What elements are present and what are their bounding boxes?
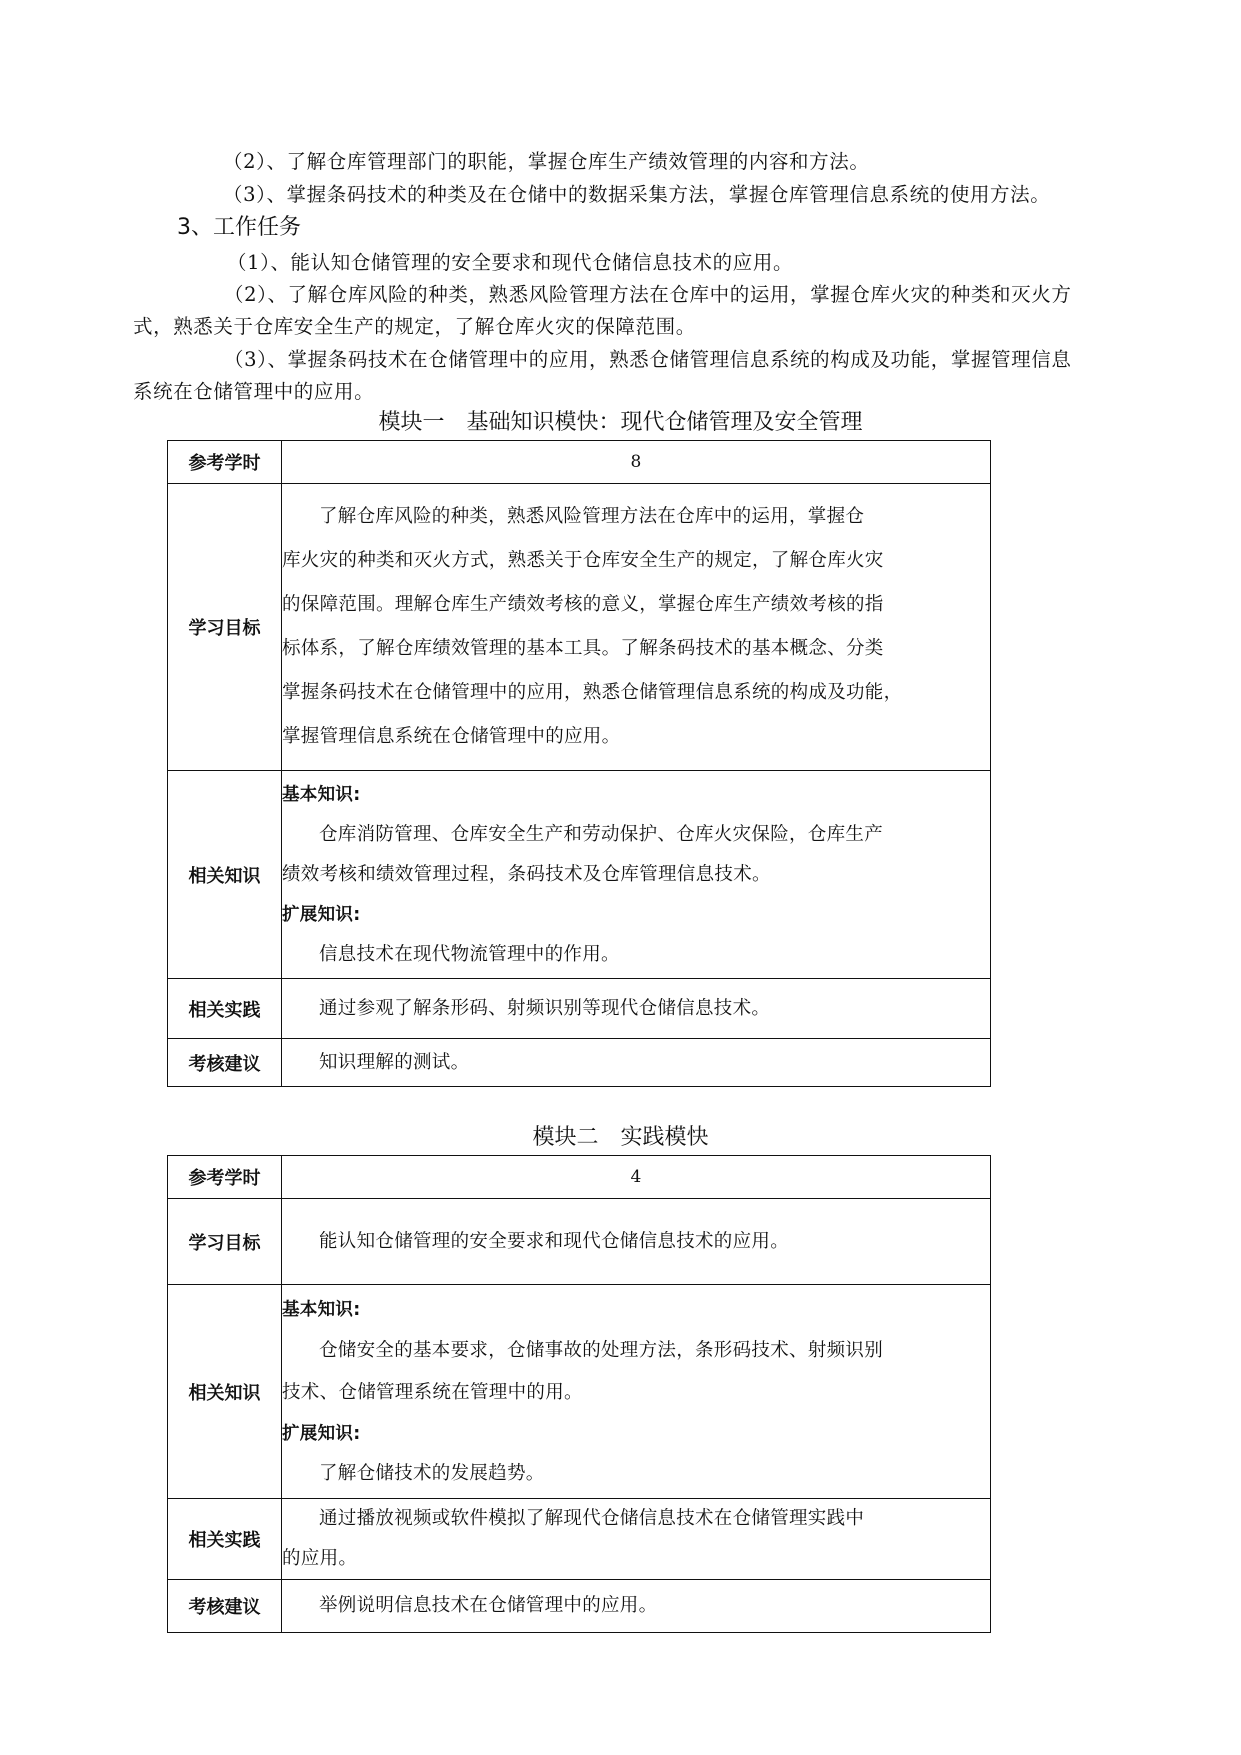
module2-knowledge-row (168, 1285, 991, 1499)
module2-hours-value: 4 (282, 1156, 991, 1199)
module1-goal-line: 的保障范围。理解仓库生产绩效考核的意义，掌握仓库生产绩效考核的指 (282, 594, 884, 615)
module1-practice-label: 相关实践 (168, 979, 282, 1039)
module1-goal-line: 掌握条码技术在仓储管理中的应用，熟悉仓储管理信息系统的构成及功能， (282, 682, 903, 703)
module1-hours-value: 8 (282, 441, 991, 484)
module1-practice-text: 通过参观了解条形码、射频识别等现代仓储信息技术。 (319, 997, 771, 1019)
module1-assess-content (282, 1039, 991, 1087)
module2-assess-text: 举例说明信息技术在仓储管理中的应用。 (319, 1595, 658, 1616)
module1-goal-line: 标体系，了解仓库绩效管理的基本工具。了解条码技术的基本概念、分类 (282, 638, 884, 659)
module2-practice-content (282, 1499, 991, 1580)
module2-basic-line: 技术、仓储管理系统在管理中的用。 (282, 1381, 583, 1403)
module2-knowledge-label: 相关知识 (168, 1285, 282, 1499)
module2-practice-label: 相关实践 (168, 1499, 282, 1580)
module2-assess-row (168, 1580, 991, 1633)
module2-assess-label: 考核建议 (168, 1580, 282, 1633)
module2-goal-text: 能认知仓储管理的安全要求和现代仓储信息技术的应用。 (319, 1230, 790, 1252)
module1-knowledge-content (282, 771, 991, 979)
intro-line-2: （3）、掌握条码技术的种类及在仓储中的数据采集方法，掌握仓库管理信息系统的使用方法。 (223, 183, 1051, 206)
module2-title: 模块二 实践模快 (532, 1125, 709, 1150)
module2-goal-row (168, 1199, 991, 1285)
module2-table (167, 1155, 991, 1633)
module1-goal-line: 掌握管理信息系统在仓储管理中的应用。 (282, 726, 621, 747)
module1-hours-label: 参考学时 (168, 441, 282, 484)
module2-ext-text: 了解仓储技术的发展趋势。 (319, 1462, 545, 1484)
section-heading: 3、工作任务 (177, 215, 301, 240)
module1-goal-label: 学习目标 (168, 484, 282, 771)
module1-practice-row (168, 979, 991, 1039)
module1-ext-text: 信息技术在现代物流管理中的作用。 (319, 943, 620, 965)
module2-knowledge-content (282, 1285, 991, 1499)
module1-practice-content (282, 979, 991, 1039)
module2-practice-line: 的应用。 (282, 1548, 358, 1569)
module2-hours-label: 参考学时 (168, 1156, 282, 1199)
module1-ext-label: 扩展知识: (282, 904, 361, 925)
module1-assess-row (168, 1039, 991, 1087)
module2-ext-label: 扩展知识: (282, 1423, 361, 1444)
task-line-4: （3）、掌握条码技术在仓储管理中的应用，熟悉仓储管理信息系统的构成及功能，掌握管理信息 (224, 348, 1072, 371)
module1-knowledge-label: 相关知识 (168, 771, 282, 979)
module1-assess-text: 知识理解的测试。 (319, 1051, 470, 1073)
module1-basic-label: 基本知识: (282, 784, 361, 805)
module1-hours-row (168, 441, 991, 484)
module1-goal-row (168, 484, 991, 771)
module2-practice-line: 通过播放视频或软件模拟了解现代仓储信息技术在仓储管理实践中 (319, 1508, 865, 1529)
module1-basic-line: 仓库消防管理、仓库安全生产和劳动保护、仓库火灾保险，仓库生产 (319, 823, 884, 845)
module1-assess-label: 考核建议 (168, 1039, 282, 1087)
module2-hours-row (168, 1156, 991, 1199)
module2-basic-line: 仓储安全的基本要求，仓储事故的处理方法，条形码技术、射频识别 (319, 1339, 884, 1361)
module1-table (167, 440, 991, 1087)
module1-basic-line: 绩效考核和绩效管理过程，条码技术及仓库管理信息技术。 (282, 863, 771, 885)
module1-goal-line: 库火灾的种类和灭火方式，熟悉关于仓库安全生产的规定，了解仓库火灾 (282, 550, 884, 571)
module2-basic-label: 基本知识: (282, 1299, 361, 1320)
task-line-1: （1）、能认知仓储管理的安全要求和现代仓储信息技术的应用。 (227, 251, 794, 274)
module2-practice-row (168, 1499, 991, 1580)
task-line-3: 式，熟悉关于仓库安全生产的规定，了解仓库火灾的保障范围。 (133, 315, 696, 338)
module1-goal-content (282, 484, 991, 771)
task-line-2: （2）、了解仓库风险的种类，熟悉风险管理方法在仓库中的运用，掌握仓库火灾的种类和灭火方 (224, 283, 1072, 306)
module2-assess-content (282, 1580, 991, 1633)
module1-title: 模块一 基础知识模快：现代仓储管理及安全管理 (378, 410, 863, 435)
task-line-5: 系统在仓储管理中的应用。 (133, 380, 375, 403)
module1-goal-line: 了解仓库风险的种类，熟悉风险管理方法在仓库中的运用，掌握仓 (319, 506, 865, 527)
module2-goal-content (282, 1199, 991, 1285)
module2-goal-label: 学习目标 (168, 1199, 282, 1285)
module1-knowledge-row (168, 771, 991, 979)
intro-line-1: （2）、了解仓库管理部门的职能，掌握仓库生产绩效管理的内容和方法。 (223, 150, 870, 173)
